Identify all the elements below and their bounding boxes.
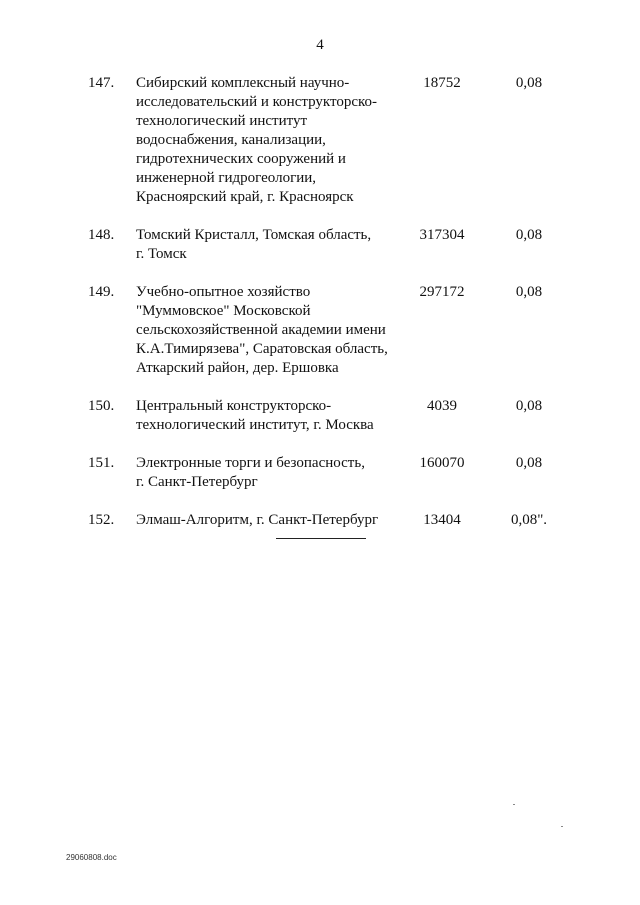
entry-name-line: "Муммовское" Московской (136, 303, 311, 319)
entry-name-line: г. Томск (136, 246, 187, 262)
entry-code: 4039 (427, 398, 457, 414)
entry-name (136, 511, 398, 530)
entry-number: 148. (88, 227, 115, 243)
entry-share: 0,08 (515, 284, 543, 300)
entry-code: 13404 (423, 512, 461, 528)
entry-name-line: гидротехнических сооружений и (136, 151, 346, 167)
end-divider (276, 538, 366, 539)
entry-name-line: инженерной гидрогеологии, (136, 170, 317, 186)
entry-name-line: Сибирский комплексный научно- (136, 75, 350, 91)
list-item (0, 511, 640, 530)
entry-name-line: водоснабжения, канализации, (136, 132, 326, 148)
entry-name-line: Аткарский район, дер. Ершовка (136, 360, 339, 376)
entry-share: 0,08 (515, 455, 543, 471)
entry-name-line: Красноярский край, г. Красноярск (136, 189, 354, 205)
entry-name (136, 226, 398, 264)
list-item (0, 283, 640, 378)
entry-name (136, 74, 398, 207)
entries-list (0, 74, 640, 549)
entry-number: 149. (88, 284, 115, 300)
entry-number: 147. (88, 75, 115, 91)
entry-name-line: Учебно-опытное хозяйство (136, 284, 311, 300)
entry-name-line: г. Санкт-Петербург (136, 474, 258, 490)
entry-number: 150. (88, 398, 115, 414)
document-filename: 29060808.doc (66, 853, 117, 862)
entry-share: 0,08 (515, 227, 543, 243)
entry-name-line: К.А.Тимирязева", Саратовская область, (136, 341, 388, 357)
entry-number: 151. (88, 455, 115, 471)
list-item (0, 226, 640, 264)
entry-share: 0,08 (515, 75, 543, 91)
entry-code: 160070 (419, 455, 465, 471)
entry-name-line: технологический институт, г. Москва (136, 417, 374, 433)
entry-code: 317304 (419, 227, 465, 243)
scan-speck (561, 826, 563, 827)
entry-name-line: Элмаш-Алгоритм, г. Санкт-Петербург (136, 512, 379, 528)
entry-name-line: Центральный конструкторско- (136, 398, 332, 414)
entry-code: 18752 (423, 75, 461, 91)
entry-share: 0,08 (515, 398, 543, 414)
page-number: 4 (316, 37, 324, 53)
entry-name-line: Томский Кристалл, Томская область, (136, 227, 372, 243)
list-item (0, 74, 640, 207)
entry-name-line: исследовательский и конструкторско- (136, 94, 378, 110)
scan-speck (513, 804, 515, 805)
entry-number: 152. (88, 512, 115, 528)
entry-name (136, 397, 398, 435)
entry-name (136, 283, 398, 378)
entry-name-line: сельскохозяйственной академии имени (136, 322, 386, 338)
entry-name (136, 454, 398, 492)
entry-code: 297172 (419, 284, 465, 300)
list-item (0, 397, 640, 435)
entry-share: 0,08". (510, 512, 548, 528)
list-item (0, 454, 640, 492)
entry-name-line: технологический институт (136, 113, 308, 129)
entry-name-line: Электронные торги и безопасность, (136, 455, 365, 471)
